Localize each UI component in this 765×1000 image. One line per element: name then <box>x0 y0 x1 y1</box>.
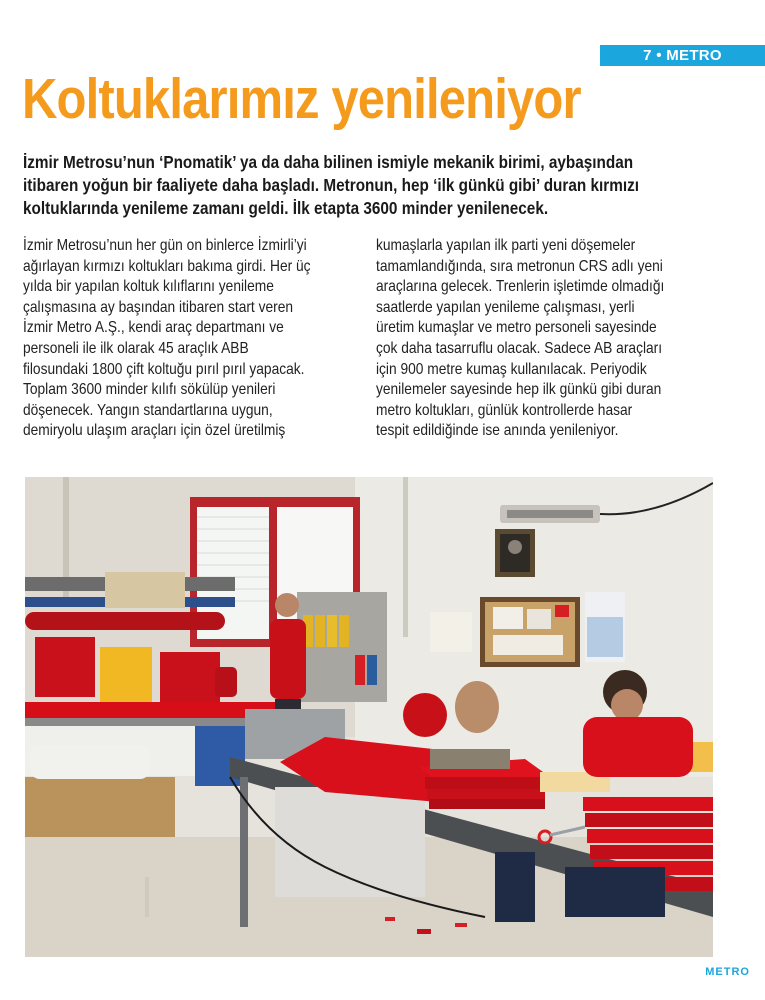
lead-paragraph <box>23 151 723 220</box>
body-line: İzmir Metro A.Ş., kendi araç departmanı ve <box>23 319 284 337</box>
body-line: çok daha tasarruflu olacak. Sadece AB araçları <box>376 339 663 357</box>
body-line: demiryolu ulaşım araçları için özel üretilmiş <box>23 422 286 440</box>
body-column-right <box>376 236 664 442</box>
yellow-board <box>100 647 152 703</box>
body-line: tamamlandığında, sıra metronun CRS adlı yeni <box>376 257 663 275</box>
workshop-photo <box>25 477 713 957</box>
body-line: döşenecek. Yangın standartlarına uygun, <box>23 401 273 419</box>
body-line: çalışmasına ay başından itibaren start veren <box>23 298 293 316</box>
pegboard <box>105 572 185 608</box>
page-number-tag: 7 • METRO <box>600 45 765 66</box>
body-column-left <box>23 236 311 442</box>
body-line: İzmir Metrosu’nun her gün on binlerce İzmirli’yi <box>23 237 307 254</box>
red-chair <box>403 693 447 737</box>
body-line: filosundaki 1800 çift koltuğu pırıl pırıl yapacak. <box>23 360 305 378</box>
lead-line: itibaren yoğun bir faaliyete daha başladı. Metronun, hep ‘ilk günkü gibi’ duran kırmızı <box>23 175 639 195</box>
fabric-roll <box>25 612 225 630</box>
workshop-illustration <box>25 477 713 957</box>
body-line: personeli ile ilk olarak 45 araçlık ABB <box>23 339 249 357</box>
body-line: yenilemeler sayesinde hep ilk günkü gibi duran <box>376 381 662 399</box>
worker-seated <box>583 717 693 777</box>
body-line: üretim kumaşlar ve metro personeli sayesinde <box>376 319 657 337</box>
body-line: ağırlayan kırmızı koltukları bakıma girdi. Her üç <box>23 257 311 275</box>
body-line: metro koltukları, günlük kontrollerde hasar <box>376 401 633 419</box>
right-cushion-stack <box>583 797 713 811</box>
body-line: saatlerde yapılan yenileme çalışması, yerli <box>376 298 635 316</box>
footer-logo: METRO <box>705 966 750 978</box>
lead-line: koltuklarında yenileme zamanı geldi. İlk etapta 3600 minder yenilenecek. <box>23 198 549 218</box>
body-line: kumaşlarla yapılan ilk parti yeni döşemeler <box>376 237 636 254</box>
body-line: Toplam 3600 minder kılıfı sökülüp yenileri <box>23 381 276 399</box>
worker-standing <box>270 619 306 699</box>
body-line: için 900 metre kumaş kullanılacak. Periyodik <box>376 360 647 378</box>
body-line: araçlarına gelecek. Trenlerin işletimde olmadığı <box>376 278 665 296</box>
worker-standing-head <box>275 593 299 617</box>
wooden-box <box>25 777 175 837</box>
lead-line: İzmir Metrosu’nun ‘Pnomatik’ ya da daha bilinen ismiyle mekanik birimi, aybaşından <box>23 152 634 172</box>
body-line: tespit edildiğinde ise anında yenileniyor. <box>376 422 619 440</box>
headline: Koltuklarımız yenileniyor <box>22 67 581 131</box>
body-line: yılda bir yapılan koltuk kılıflarını yenileme <box>23 278 274 296</box>
